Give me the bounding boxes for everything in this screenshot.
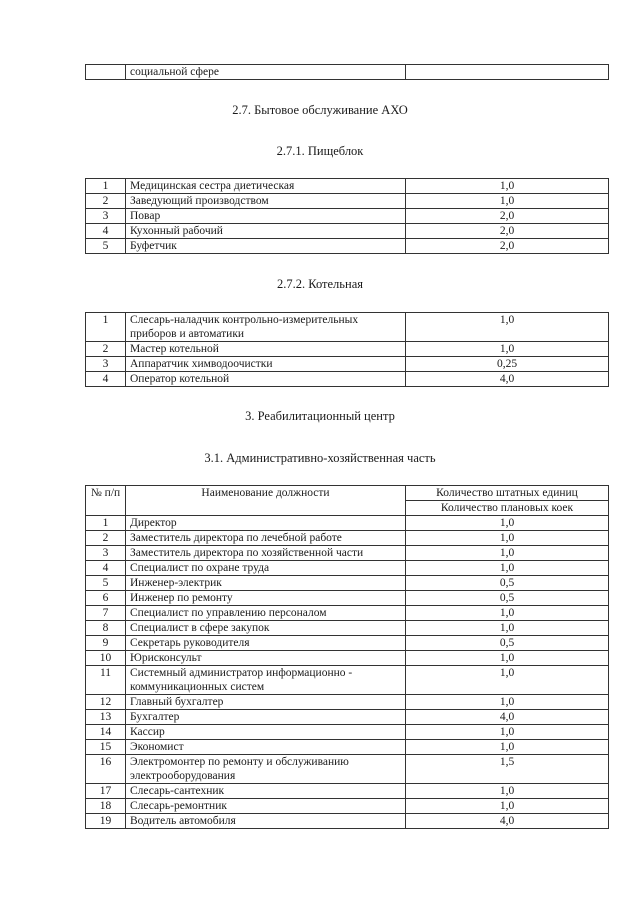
position-name: Главный бухгалтер (126, 695, 406, 710)
position-name: Экономист (126, 740, 406, 755)
header-beds: Количество плановых коек (406, 501, 609, 516)
table-row (86, 591, 609, 606)
position-name: Инженер-электрик (126, 576, 406, 591)
position-name: Электромонтер по ремонту и обслуживанию электрооборудования (126, 755, 406, 784)
table-row (86, 313, 609, 342)
row-number: 2 (86, 194, 126, 209)
position-count (406, 65, 609, 80)
position-count: 1,0 (406, 179, 609, 194)
row-number: 2 (86, 342, 126, 357)
table-row (86, 666, 609, 695)
position-count: 1,0 (406, 561, 609, 576)
row-number: 11 (86, 666, 126, 695)
row-number: 10 (86, 651, 126, 666)
position-name: Слесарь-сантехник (126, 784, 406, 799)
position-count: 4,0 (406, 710, 609, 725)
position-name: Кухонный рабочий (126, 224, 406, 239)
position-name: Буфетчик (126, 239, 406, 254)
table-row (86, 621, 609, 636)
header-num: № п/п (86, 486, 126, 516)
position-name: Оператор котельной (126, 372, 406, 387)
position-name: Кассир (126, 725, 406, 740)
table-row (86, 224, 609, 239)
position-count: 1,0 (406, 313, 609, 342)
row-number: 9 (86, 636, 126, 651)
row-number: 3 (86, 546, 126, 561)
position-name: Системный администратор информационно - коммуникационных систем (126, 666, 406, 695)
position-count: 1,0 (406, 342, 609, 357)
table-row (86, 546, 609, 561)
position-count: 2,0 (406, 239, 609, 254)
row-number: 8 (86, 621, 126, 636)
table-row (86, 576, 609, 591)
position-name: Заместитель директора по хозяйственной части (126, 546, 406, 561)
position-count: 1,0 (406, 606, 609, 621)
table-row (86, 755, 609, 784)
table-header-row (86, 486, 609, 501)
position-count: 4,0 (406, 814, 609, 829)
position-count: 1,0 (406, 621, 609, 636)
admin-table (85, 485, 609, 829)
table-row (86, 814, 609, 829)
table-row (86, 516, 609, 531)
table-row (86, 179, 609, 194)
position-count: 1,0 (406, 799, 609, 814)
continued-table (85, 64, 609, 80)
table-row (86, 784, 609, 799)
row-number (86, 65, 126, 80)
position-count: 1,0 (406, 531, 609, 546)
subsection-heading: 3.1. Административно-хозяйственная часть (204, 451, 436, 465)
boiler-table (85, 312, 609, 387)
position-name: Медицинская сестра диетическая (126, 179, 406, 194)
position-name: Специалист в сфере закупок (126, 621, 406, 636)
section-heading: 3. Реабилитационный центр (245, 409, 395, 423)
table-row (86, 65, 609, 80)
table-row (86, 740, 609, 755)
row-number: 15 (86, 740, 126, 755)
row-number: 3 (86, 357, 126, 372)
position-count: 1,0 (406, 516, 609, 531)
row-number: 13 (86, 710, 126, 725)
position-count: 4,0 (406, 372, 609, 387)
row-number: 17 (86, 784, 126, 799)
position-name: Специалист по охране труда (126, 561, 406, 576)
row-number: 1 (86, 313, 126, 342)
table-row (86, 342, 609, 357)
position-name: Мастер котельной (126, 342, 406, 357)
position-count: 1,0 (406, 651, 609, 666)
row-number: 16 (86, 755, 126, 784)
table-row (86, 561, 609, 576)
position-name: Слесарь-наладчик контрольно-измерительных приборов и автоматики (126, 313, 406, 342)
row-number: 5 (86, 576, 126, 591)
row-number: 7 (86, 606, 126, 621)
position-name: Юрисконсульт (126, 651, 406, 666)
table-row (86, 695, 609, 710)
table-row (86, 606, 609, 621)
table-row (86, 636, 609, 651)
row-number: 3 (86, 209, 126, 224)
row-number: 18 (86, 799, 126, 814)
position-count: 1,0 (406, 194, 609, 209)
position-count: 1,0 (406, 740, 609, 755)
row-number: 5 (86, 239, 126, 254)
position-count: 1,0 (406, 666, 609, 695)
position-count: 0,25 (406, 357, 609, 372)
position-name: Повар (126, 209, 406, 224)
table-row (86, 725, 609, 740)
row-number: 19 (86, 814, 126, 829)
row-number: 6 (86, 591, 126, 606)
position-name: Заведующий производством (126, 194, 406, 209)
row-number: 12 (86, 695, 126, 710)
row-number: 1 (86, 516, 126, 531)
kitchen-table (85, 178, 609, 254)
position-count: 1,0 (406, 695, 609, 710)
position-count: 0,5 (406, 591, 609, 606)
subsection-heading: 2.7.2. Котельная (277, 277, 363, 291)
position-name: Водитель автомобиля (126, 814, 406, 829)
table-row (86, 651, 609, 666)
position-count: 0,5 (406, 576, 609, 591)
position-count: 2,0 (406, 224, 609, 239)
row-number: 1 (86, 179, 126, 194)
table-row (86, 357, 609, 372)
table-row (86, 531, 609, 546)
position-name: Бухгалтер (126, 710, 406, 725)
row-number: 14 (86, 725, 126, 740)
position-name: Директор (126, 516, 406, 531)
row-number: 2 (86, 531, 126, 546)
header-name: Наименование должности (126, 486, 406, 516)
subsection-heading: 2.7.1. Пищеблок (276, 144, 364, 158)
table-row (86, 710, 609, 725)
table-row (86, 194, 609, 209)
position-count: 0,5 (406, 636, 609, 651)
position-name: Специалист по управлению персоналом (126, 606, 406, 621)
position-count: 1,5 (406, 755, 609, 784)
position-name: Секретарь руководителя (126, 636, 406, 651)
position-count: 1,0 (406, 725, 609, 740)
position-count: 2,0 (406, 209, 609, 224)
position-name: Аппаратчик химводоочистки (126, 357, 406, 372)
position-name: социальной сфере (126, 65, 406, 80)
row-number: 4 (86, 224, 126, 239)
table-row (86, 372, 609, 387)
row-number: 4 (86, 561, 126, 576)
position-name: Инженер по ремонту (126, 591, 406, 606)
position-name: Слесарь-ремонтник (126, 799, 406, 814)
section-heading: 2.7. Бытовое обслуживание АХО (232, 103, 408, 117)
table-row (86, 209, 609, 224)
table-row (86, 799, 609, 814)
header-count: Количество штатных единиц (406, 486, 609, 501)
position-count: 1,0 (406, 784, 609, 799)
position-count: 1,0 (406, 546, 609, 561)
row-number: 4 (86, 372, 126, 387)
table-row (86, 239, 609, 254)
position-name: Заместитель директора по лечебной работе (126, 531, 406, 546)
